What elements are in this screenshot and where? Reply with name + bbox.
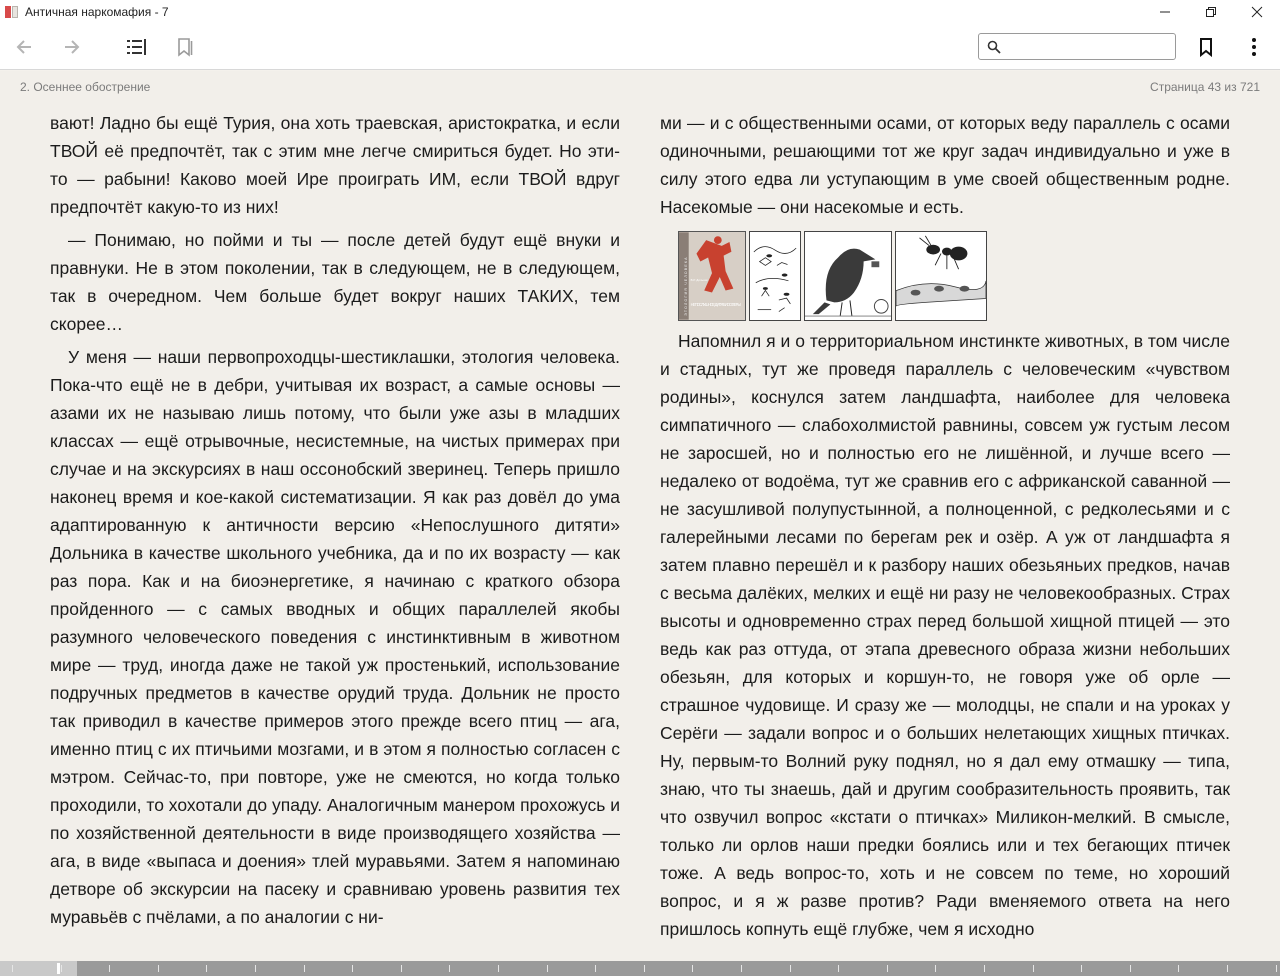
cover-title: НЕПОСЛУШНОЕ ДИТЯ БИОСФЕРЫ (690, 302, 742, 308)
paragraph: У меня — наши первопроходцы-шестиклашки, этология человека. Пока-что ещё не в дебри, учитывая их возраст, а самые основы — азами их не называю лишь потому, что были уже азы в младших классах — ещё отрывочные, несистемные, на чистых примерах при случае и на экскурсиях в наш оссонобский зверинец. Теперь пришло наконец время и кое-какой систематизации. Я как раз довёл до ума адаптированную к античности версию «Непослушного дитяти» Дольника в качестве школьного учебника, да и по их возрасту — как раз пора. Как и на биоэнергетике, я начинаю с краткого обзора пройденного — с самых вводных и общих параллелей якобы разумного человеческого поведения с инстинктивным в животном мире — труд, иногда даже не такой уж простенький, использование подручных предметов в качестве орудий труда. Дольник не просто так приводил в качестве примеров этого прежде всего птиц — ага, именно птиц с их птичьими мозгами, и в этом я полностью согласен с мэтром. Сейчас-то, при повторе, уже не смеются, но когда только проходили, то хохотали до упаду. Аналогичным манером прохожусь и по хозяйственной деятельности в виде производящего хозяйства — ага, в виде «выпаса и доения» тлей муравьями. Затем я напоминаю детворе об экскурсии на пасеку и сравниваю уровень развития тех муравьёв с пчёлами, а по аналогии с ни- (50, 347, 620, 927)
progress-tick (206, 965, 207, 972)
ants-sketch-image[interactable] (749, 231, 801, 321)
forward-button[interactable] (52, 23, 92, 70)
cover-author: В.Р. Дольник (690, 277, 708, 282)
progress-tick (1081, 965, 1082, 972)
restore-button[interactable] (1188, 0, 1234, 23)
progress-tick (1033, 965, 1034, 972)
progress-tick (547, 965, 548, 972)
right-page-column (660, 109, 1230, 948)
progress-tick (692, 965, 693, 972)
progress-tick (935, 965, 936, 972)
progress-tick (498, 965, 499, 972)
more-options-button[interactable] (1234, 23, 1274, 70)
crow-image[interactable] (804, 231, 892, 321)
progress-tick (790, 965, 791, 972)
arrow-right-icon (62, 37, 82, 57)
chapter-title: 2. Осеннее обострение (20, 80, 151, 94)
progress-thumb[interactable] (57, 963, 60, 974)
table-of-contents-button[interactable] (117, 23, 157, 70)
toolbar (0, 23, 1280, 70)
minimize-button[interactable] (1142, 0, 1188, 23)
reading-area[interactable] (0, 71, 1280, 961)
page-indicator: Страница 43 из 721 (1150, 80, 1260, 94)
reading-progress-bar[interactable] (0, 961, 1280, 976)
bookmarks-list-button[interactable] (165, 23, 205, 70)
bookmark-icon (1196, 37, 1216, 57)
progress-tick (12, 965, 13, 972)
book-cover-image[interactable] (678, 231, 746, 321)
window-title: Античная наркомафия - 7 (25, 4, 169, 19)
progress-tick (838, 965, 839, 972)
progress-tick (158, 965, 159, 972)
progress-tick (255, 965, 256, 972)
progress-tick (1178, 965, 1179, 972)
progress-tick (449, 965, 450, 972)
search-box (978, 33, 1176, 60)
progress-tick (1130, 965, 1131, 972)
close-button[interactable] (1234, 0, 1280, 23)
paragraph: Напомнил я и о территориальном инстинкте животных, в том числе и стадных, тут же проведя параллель с человеческим «чувством родины», коснулся затем ландшафта, наиболее для человека симпатичного — слабохолмистой равнины, совсем уж густым лесом не заросшей, но и полностью его не лишённой, и лучше всего — недалеко от водоёма, тут же сравнив его с африканской саванной — не засушливой полупустынной, а полноценной, с редколесьями и с галерейными лесами по берегам рек и озёр. А уж от ландшафта я затем плавно перешёл и к разбору наших обезьяньих предков, начав с весьма далёких, мелких и ещё ни разу не человекообразных. Страх высоты и одновременно страх перед большой хищной птицей — это ведь как раз оттуда, от этапа древесного образа жизни небольших обезьян, для которых и коршун-то, не говоря уже об орле — страшное чудовище. И сразу же — молодцы, не спали и на уроках у Серёги — задали вопрос и о больших нелетающих хищных птичках. Ну, первым-то Волний руку поднял, но я дал ему отмашку — типа, знаю, что ты знаешь, дай и другим сообразительность проявить, так что озвучил вопрос «кстати о птичках» Миликон-мелкий. В смысле, только ли орлов наши предки боялись или и тех бегающих птичек тоже. А ведь вопрос-то, хоть и не совсем по теме, но хороший вопрос, и я ж разве против? Ради вменяемого ответа на него пришлось копнуть ещё глубже, чем я исходно (660, 331, 1230, 939)
bookmarks-list-icon (175, 37, 195, 57)
progress-tick (352, 965, 353, 972)
illustration-strip (678, 231, 1230, 321)
book-app-icon (5, 5, 19, 19)
left-page-column (50, 109, 620, 936)
search-icon (987, 40, 1001, 54)
progress-tick (61, 965, 62, 972)
search-input[interactable] (1007, 36, 1171, 57)
progress-tick (887, 965, 888, 972)
progress-tick (109, 965, 110, 972)
progress-tick (984, 965, 985, 972)
more-vertical-icon (1251, 37, 1257, 57)
paragraph: — Понимаю, но пойми и ты — после детей будут ещё внуки и правнуки. Не в этом поколении, так в следующем, не в следующем, так в очередном. Чем больше будет вокруг наших ТАКИХ, тем скорее… (50, 230, 620, 334)
progress-tick (1227, 965, 1228, 972)
add-bookmark-button[interactable] (1186, 23, 1226, 70)
back-button[interactable] (4, 23, 44, 70)
progress-tick (644, 965, 645, 972)
minimize-icon (1159, 6, 1171, 18)
cover-spine: ЭТОЛОГИЯ ЧЕЛОВЕКА (683, 257, 688, 316)
progress-tick (401, 965, 402, 972)
toc-list-icon (126, 37, 148, 57)
paragraph: ми — и с общественными осами, от которых веду параллель с осами одиночными, решающими тот же круг задач индивидуально и уже в силу этого едва ли уступающим в уме своей общественным родне. Насекомые — они насекомые и есть. (660, 113, 1230, 217)
restore-icon (1205, 6, 1217, 18)
progress-tick (304, 965, 305, 972)
ant-aphids-image[interactable] (895, 231, 987, 321)
arrow-left-icon (14, 37, 34, 57)
paragraph: вают! Ладно бы ещё Турия, она хоть траевская, аристократка, и если ТВОЙ её предпочтёт, так с этим мне легче смириться будет. Но эти-то — рабыни! Каково моей Ире проиграть ИМ, если ТВОЙ вдруг предпочтёт какую-то из них! (50, 113, 620, 217)
progress-tick (595, 965, 596, 972)
title-bar (0, 0, 1280, 23)
progress-tick (1276, 965, 1277, 972)
progress-tick (741, 965, 742, 972)
close-icon (1251, 6, 1263, 18)
